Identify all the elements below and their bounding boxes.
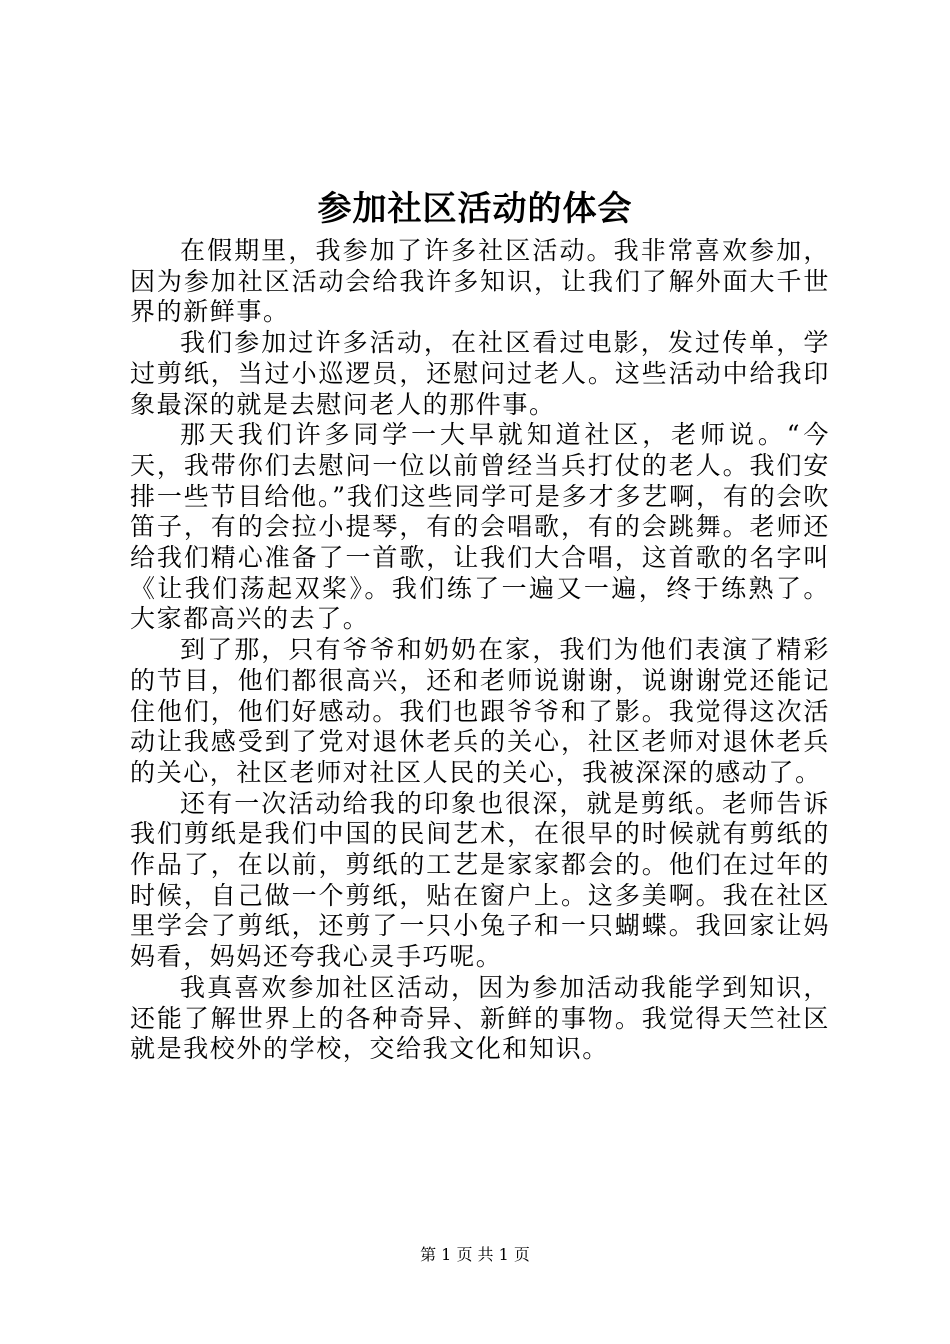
document-body (130, 236, 830, 1065)
document-title: 参加社区活动的体会 (317, 189, 633, 229)
paragraph-6: 我真喜欢参加社区活动，因为参加活动我能学到知识，还能了解世界上的各种奇异、新鲜的事物。我觉得天竺社区就是我校外的学校，交给我文化和知识。 (130, 972, 830, 1064)
paragraph-4: 到了那，只有爷爷和奶奶在家，我们为他们表演了精彩的节目，他们都很高兴，还和老师说谢谢，说谢谢党还能记住他们，他们好感动。我们也跟爷爷和了影。我觉得这次活动让我感受到了党对退休老兵的关心，社区老师对退休老兵的关心，社区老师对社区人民的关心，我被深深的感动了。 (130, 635, 830, 787)
paragraph-5: 还有一次活动给我的印象也很深，就是剪纸。老师告诉我们剪纸是我们中国的民间艺术，在很早的时候就有剪纸的作品了，在以前，剪纸的工艺是家家都会的。他们在过年的时候，自己做一个剪纸，贴在窗户上。这多美啊。我在社区里学会了剪纸，还剪了一只小兔子和一只蝴蝶。我回家让妈妈看，妈妈还夸我心灵手巧呢。 (130, 788, 830, 972)
paragraph-2: 我们参加过许多活动，在社区看过电影，发过传单，学过剪纸，当过小巡逻员，还慰问过老人。这些活动中给我印象最深的就是去慰问老人的那件事。 (130, 328, 830, 419)
page-number-footer: 第 1 页 共 1 页 (420, 1245, 530, 1264)
paragraph-1: 在假期里，我参加了许多社区活动。我非常喜欢参加，因为参加社区活动会给我许多知识，让我们了解外面大千世界的新鲜事。 (130, 236, 830, 327)
paragraph-3: 那天我们许多同学一大早就知道社区，老师说。“今天，我带你们去慰问一位以前曾经当兵打仗的老人。我们安排一些节目给他。”我们这些同学可是多才多艺啊，有的会吹笛子，有的会拉小提琴，有的会唱歌，有的会跳舞。老师还给我们精心准备了一首歌，让我们大合唱，这首歌的名字叫《让我们荡起双桨》。我们练了一遍又一遍，终于练熟了。大家都高兴的去了。 (130, 420, 830, 634)
